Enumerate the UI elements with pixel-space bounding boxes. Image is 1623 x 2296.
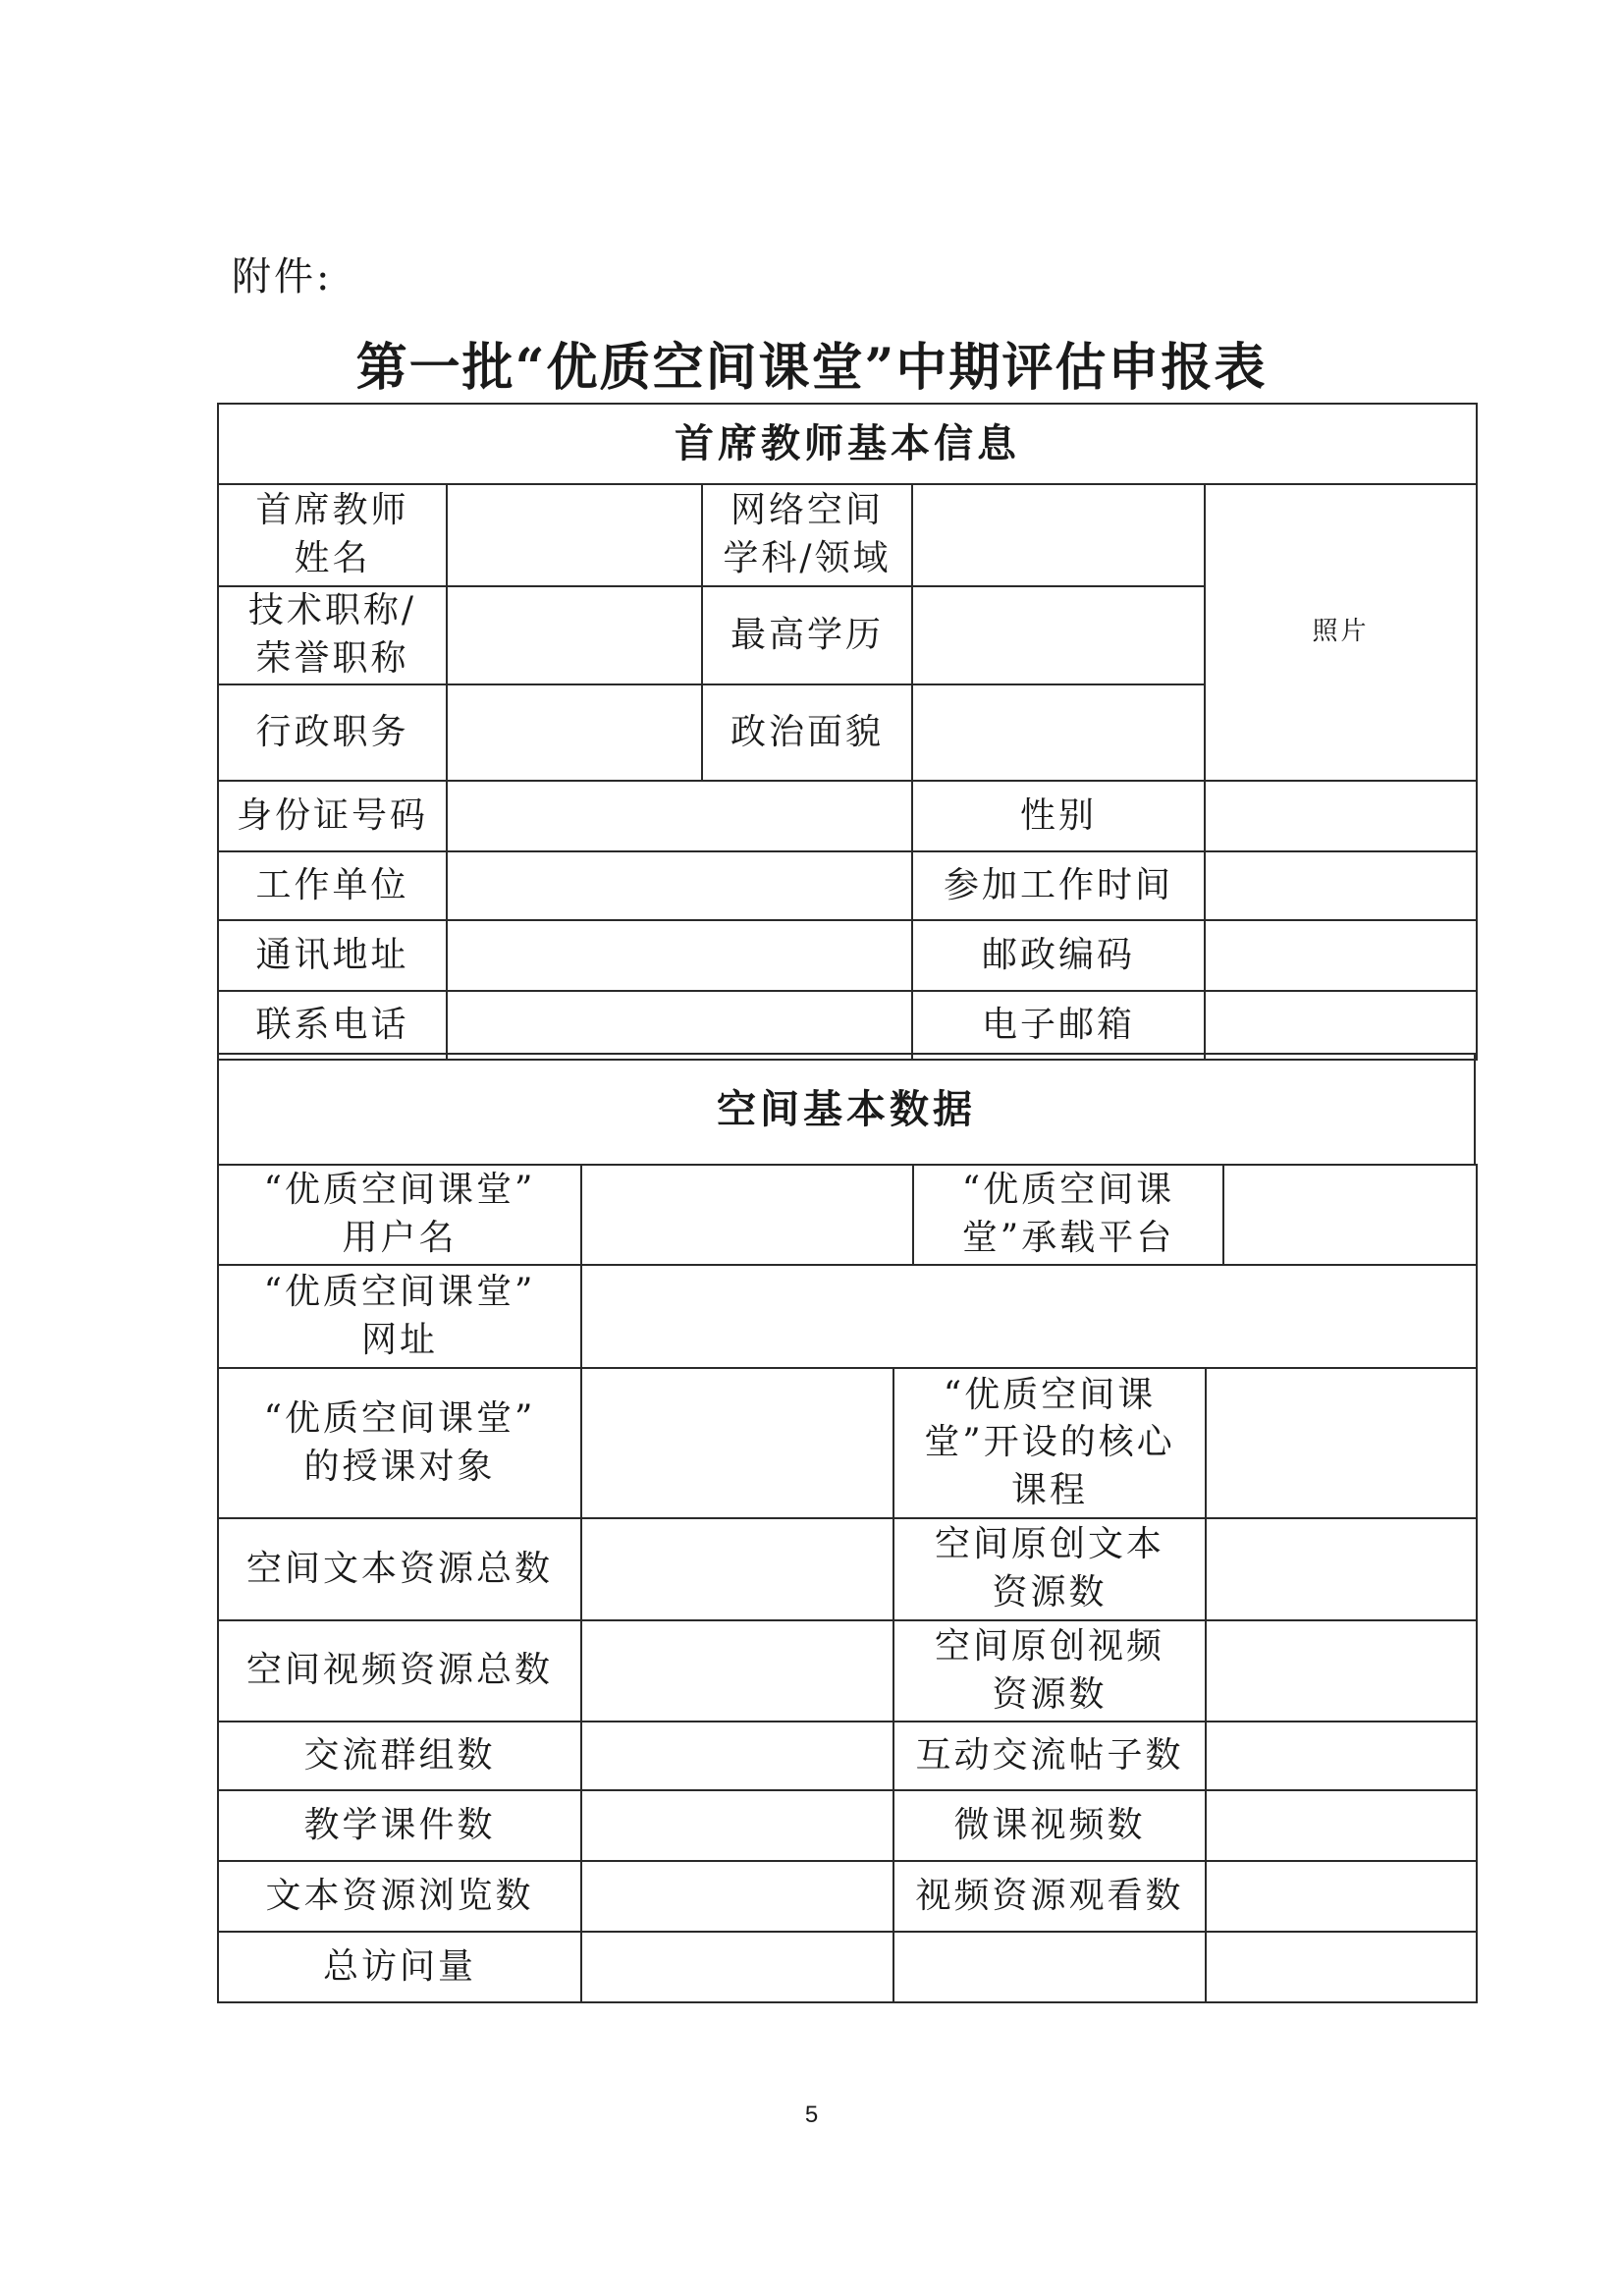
courseware-label: 教学课件数 xyxy=(218,1790,581,1861)
address-field[interactable] xyxy=(447,920,912,991)
empty-cell xyxy=(893,1932,1206,2002)
admin-post-field[interactable] xyxy=(447,684,702,781)
video-views-field[interactable] xyxy=(1206,1861,1477,1932)
posts-label: 互动交流帖子数 xyxy=(893,1722,1206,1790)
text-views-field[interactable] xyxy=(581,1861,893,1932)
admin-post-label: 行政职务 xyxy=(218,684,447,781)
page-number: 5 xyxy=(804,2102,819,2128)
platform-label: “优质空间课 堂”承载平台 xyxy=(913,1165,1223,1265)
work-start-label: 参加工作时间 xyxy=(912,851,1205,920)
page-title: 第一批“优质空间课堂”中期评估申报表 xyxy=(355,338,1268,398)
name-field[interactable] xyxy=(447,484,702,586)
space-section-heading: 空间基本数据 xyxy=(218,1054,1475,1165)
courseware-field[interactable] xyxy=(581,1790,893,1861)
text-total-field[interactable] xyxy=(581,1518,893,1620)
groups-field[interactable] xyxy=(581,1722,893,1790)
education-field[interactable] xyxy=(912,586,1205,684)
work-start-field[interactable] xyxy=(1205,851,1477,920)
space-course-table xyxy=(217,1367,1478,1519)
text-original-field[interactable] xyxy=(1206,1518,1477,1620)
username-label: “优质空间课堂” 用户名 xyxy=(218,1165,581,1265)
text-views-label: 文本资源浏览数 xyxy=(218,1861,581,1932)
gender-label: 性别 xyxy=(912,781,1205,851)
email-label: 电子邮箱 xyxy=(912,991,1205,1060)
core-course-label: “优质空间课 堂”开设的核心 课程 xyxy=(893,1368,1206,1518)
total-visits-field[interactable] xyxy=(581,1932,893,2002)
work-unit-field[interactable] xyxy=(447,851,912,920)
political-label: 政治面貌 xyxy=(702,684,912,781)
video-total-label: 空间视频资源总数 xyxy=(218,1620,581,1722)
micro-video-field[interactable] xyxy=(1206,1790,1477,1861)
url-field[interactable] xyxy=(581,1265,1477,1368)
core-course-field[interactable] xyxy=(1206,1368,1477,1518)
groups-label: 交流群组数 xyxy=(218,1722,581,1790)
subject-field[interactable] xyxy=(912,484,1205,586)
id-number-label: 身份证号码 xyxy=(218,781,447,851)
video-total-field[interactable] xyxy=(581,1620,893,1722)
photo-label: 照片 xyxy=(1312,617,1370,647)
total-visits-label: 总访问量 xyxy=(218,1932,581,2002)
platform-field[interactable] xyxy=(1223,1165,1477,1265)
audience-field[interactable] xyxy=(581,1368,893,1518)
space-stats-table xyxy=(217,1517,1478,2003)
education-label: 最高学历 xyxy=(702,586,912,684)
audience-label: “优质空间课堂” 的授课对象 xyxy=(218,1368,581,1518)
attachment-label: 附件: xyxy=(232,254,333,300)
political-field[interactable] xyxy=(912,684,1205,781)
empty-cell xyxy=(1206,1932,1477,2002)
work-unit-label: 工作单位 xyxy=(218,851,447,920)
photo-box[interactable] xyxy=(1205,484,1477,781)
username-field[interactable] xyxy=(581,1165,913,1265)
email-field[interactable] xyxy=(1205,991,1477,1060)
teacher-info-table xyxy=(217,403,1478,1061)
name-label: 首席教师 姓名 xyxy=(218,484,447,586)
title-honor-label: 技术职称/ 荣誉职称 xyxy=(218,586,447,684)
video-views-label: 视频资源观看数 xyxy=(893,1861,1206,1932)
postcode-label: 邮政编码 xyxy=(912,920,1205,991)
gender-field[interactable] xyxy=(1205,781,1477,851)
space-heading-table xyxy=(217,1053,1476,1166)
url-label: “优质空间课堂” 网址 xyxy=(218,1265,581,1368)
video-original-label: 空间原创视频 资源数 xyxy=(893,1620,1206,1722)
video-original-field[interactable] xyxy=(1206,1620,1477,1722)
title-honor-field[interactable] xyxy=(447,586,702,684)
teacher-section-heading: 首席教师基本信息 xyxy=(218,404,1477,484)
space-account-table xyxy=(217,1164,1478,1369)
micro-video-label: 微课视频数 xyxy=(893,1790,1206,1861)
postcode-field[interactable] xyxy=(1205,920,1477,991)
id-number-field[interactable] xyxy=(447,781,912,851)
text-total-label: 空间文本资源总数 xyxy=(218,1518,581,1620)
phone-field[interactable] xyxy=(447,991,912,1060)
subject-label: 网络空间 学科/领域 xyxy=(702,484,912,586)
text-original-label: 空间原创文本 资源数 xyxy=(893,1518,1206,1620)
posts-field[interactable] xyxy=(1206,1722,1477,1790)
phone-label: 联系电话 xyxy=(218,991,447,1060)
address-label: 通讯地址 xyxy=(218,920,447,991)
